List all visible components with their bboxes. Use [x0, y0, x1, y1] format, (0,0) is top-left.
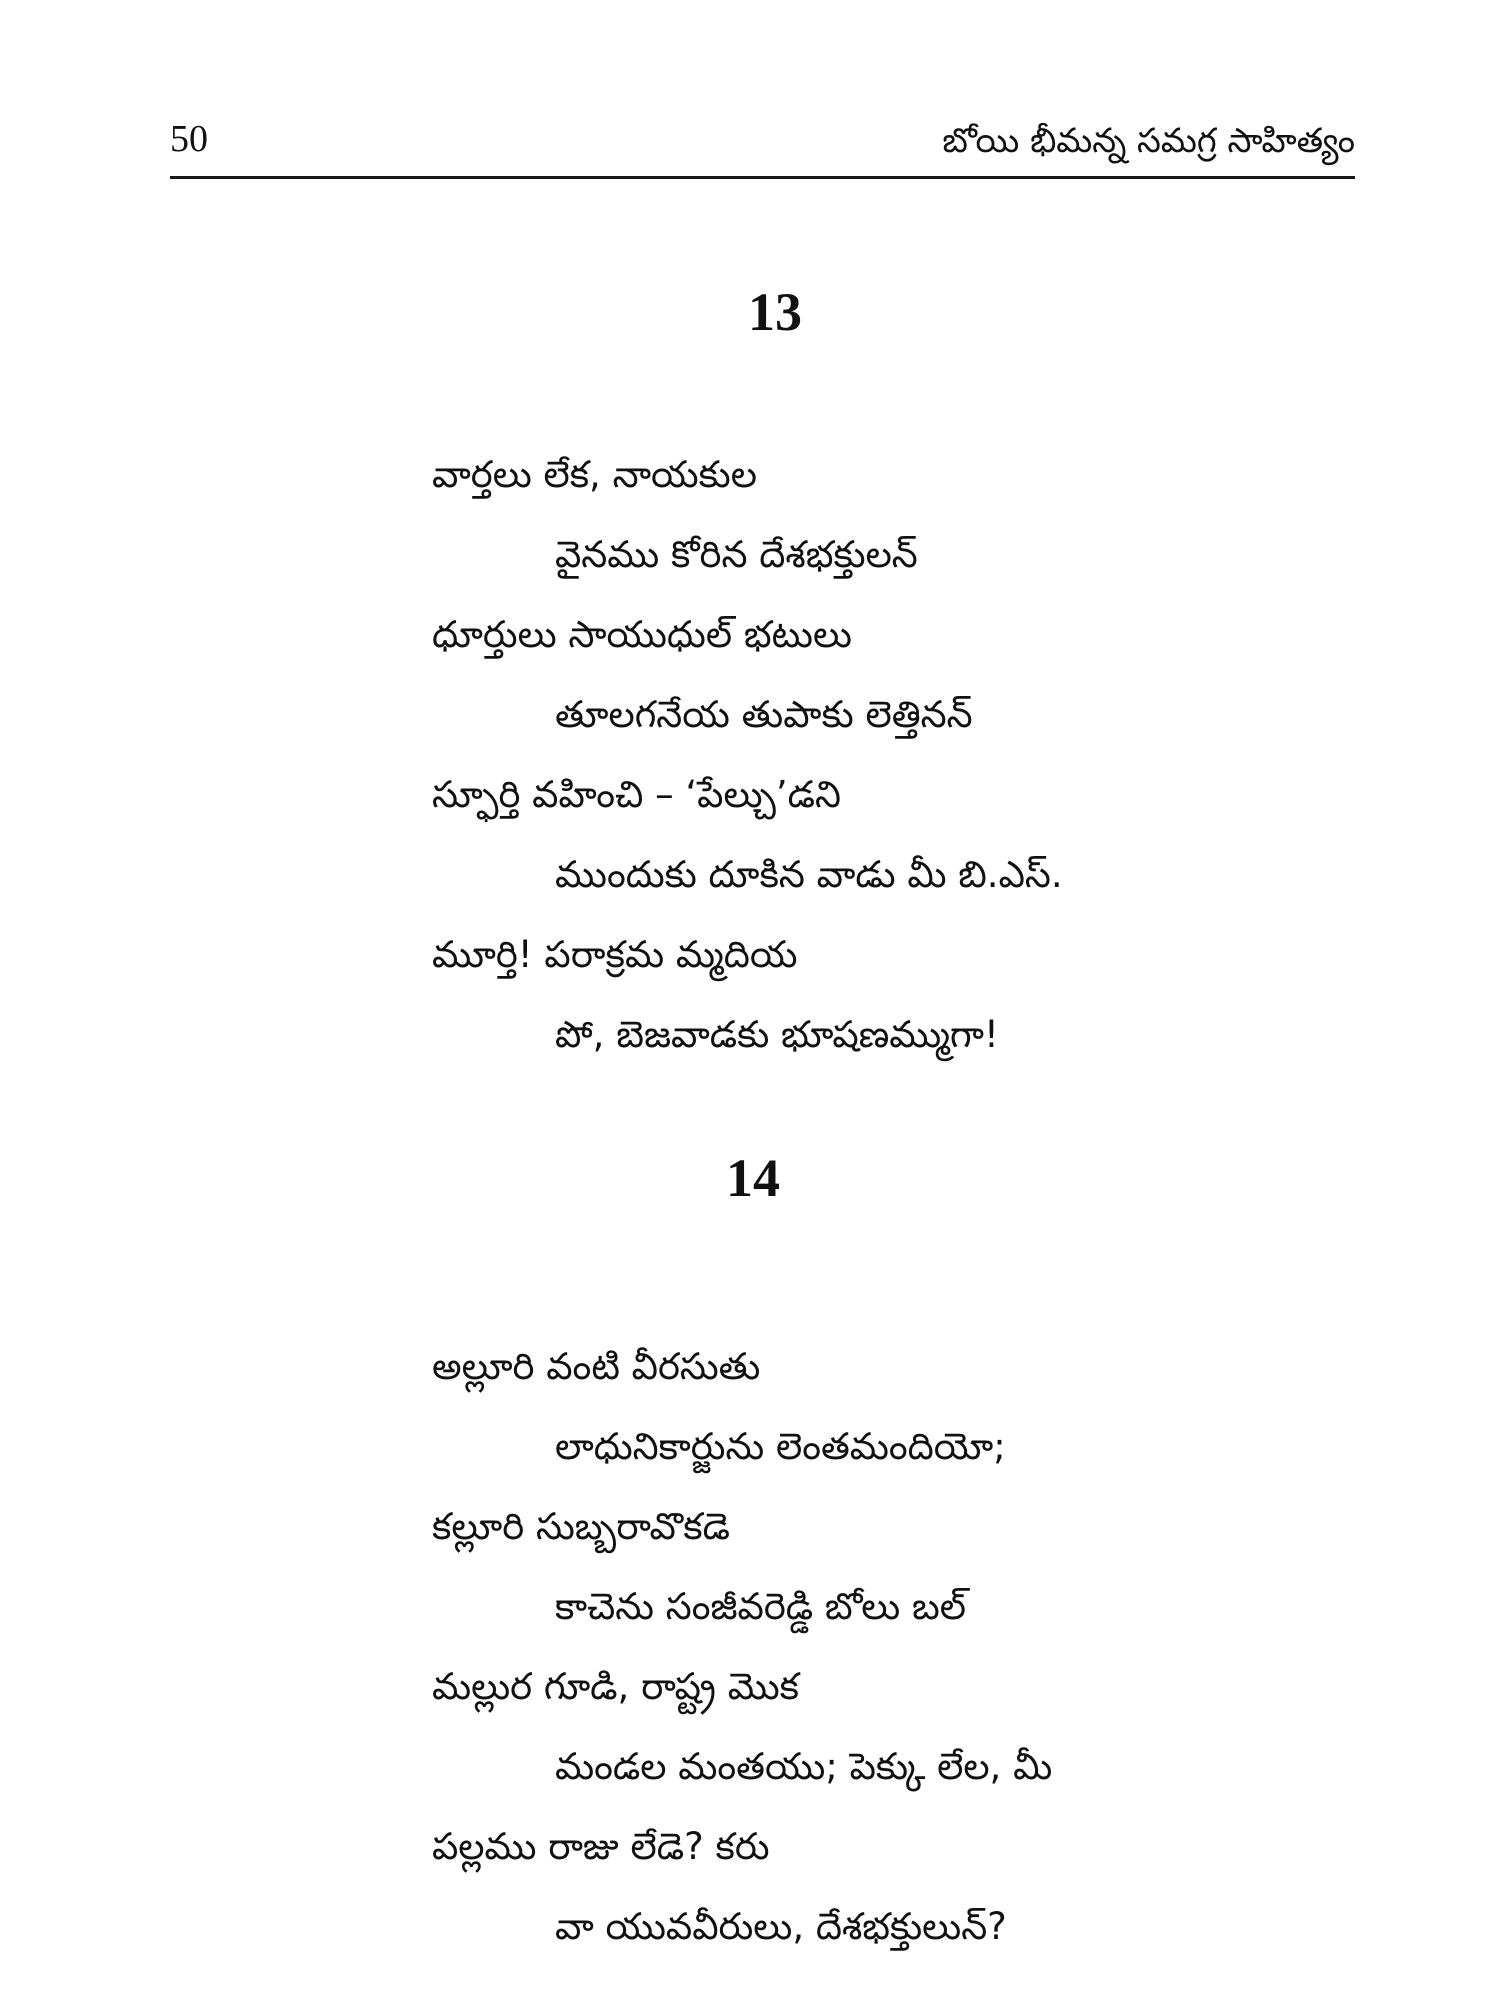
verse-line: ధూర్తులు సాయుధుల్ భటులు: [432, 613, 852, 656]
page-number: 50: [170, 118, 208, 160]
verse-line: వా యువవీరులు, దేశభక్తులున్?: [555, 1905, 1007, 1948]
page-header: [170, 110, 1355, 179]
poem-number: 14: [726, 1148, 780, 1208]
poem-number: 13: [748, 282, 802, 342]
verse-line: వార్తలు లేక, నాయకుల: [432, 453, 757, 496]
verse-line: వైనము కోరిన దేశభక్తులన్: [555, 533, 918, 576]
verse-line: మూర్తి! పరాక్రమ మ్మదియ: [432, 933, 798, 976]
verse-line: స్ఫూర్తి వహించి – ‘పేల్చు’డని: [432, 773, 842, 816]
verse-line: అల్లూరి వంటి వీరసుతు: [432, 1345, 761, 1388]
verse-line: తూలగనేయ తుపాకు లెత్తినన్: [555, 693, 973, 736]
verse-line: లాధునికార్జును లెంతమందియో;: [555, 1425, 1006, 1468]
verse-line: ముందుకు దూకిన వాడు మీ బి.ఎస్.: [555, 853, 1063, 896]
running-title: బోయి భీమన్న సమగ్ర సాహిత్యం: [942, 121, 1355, 161]
verse-line: మండల మంతయు; పెక్కు లేల, మీ: [555, 1745, 1053, 1788]
verse-line: కాచెను సంజీవరెడ్డి బోలు బల్: [555, 1585, 966, 1628]
verse-line: మల్లుర గూడి, రాష్ట్ర మొక: [432, 1665, 799, 1708]
verse-line: పో, బెజవాడకు భూషణమ్ముగా!: [555, 1013, 999, 1056]
verse-line: పల్లము రాజు లేడె? కరు: [432, 1825, 770, 1868]
verse-line: కల్లూరి సుబ్బరావొకడె: [432, 1505, 730, 1548]
